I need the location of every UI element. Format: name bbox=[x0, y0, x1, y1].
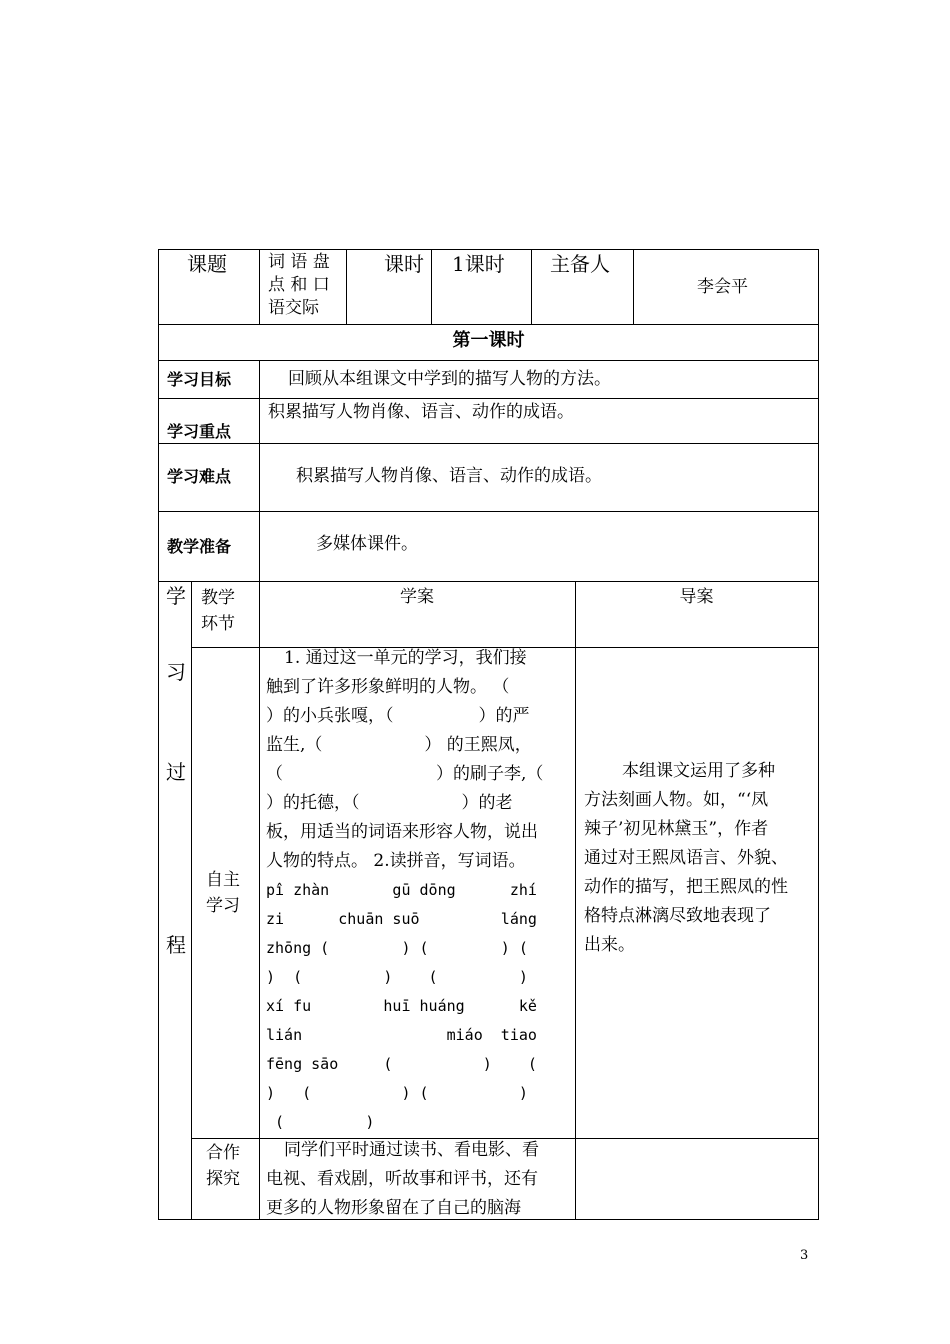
pinyin-line: ) ( ) ( ) bbox=[266, 968, 528, 986]
stage-line: 学习 bbox=[206, 896, 240, 916]
table-border-left bbox=[158, 249, 159, 1220]
table-divider bbox=[158, 581, 819, 582]
cooperation-xuean bbox=[266, 1136, 572, 1223]
stage-line: 合作 bbox=[206, 1143, 240, 1163]
period-value: 1课时 bbox=[452, 252, 505, 276]
process-side-char: 习 bbox=[166, 660, 186, 684]
xuean-line: 更多的人物形象留在了自己的脑海 bbox=[266, 1198, 521, 1218]
daoan-line: 辣子’初见林黛玉”，作者 bbox=[584, 819, 769, 839]
topic-value-line: 点 和 口 bbox=[268, 275, 330, 295]
daoan-line: 本组课文运用了多种 bbox=[622, 761, 775, 781]
process-side-char: 学 bbox=[166, 584, 186, 608]
process-side-char: 过 bbox=[166, 760, 186, 784]
stage-line: 探究 bbox=[206, 1169, 240, 1189]
xuean-line: （ ）的刷子李,（ bbox=[266, 764, 544, 784]
pinyin-line: xí fu huī huáng kě bbox=[266, 997, 537, 1015]
topic-value-line: 词 语 盘 bbox=[268, 252, 330, 272]
table-divider bbox=[346, 249, 347, 324]
daoan-line: 通过对王熙凤语言、外貌、 bbox=[584, 848, 788, 868]
page-number: 3 bbox=[800, 1248, 809, 1263]
xuean-line: 电视、看戏剧，听故事和评书，还有 bbox=[266, 1169, 538, 1189]
xuean-line: 同学们平时通过读书、看电影、看 bbox=[284, 1140, 539, 1160]
daoan-line: 出来。 bbox=[584, 935, 635, 955]
key-point-label: 学习重点 bbox=[167, 422, 232, 441]
table-border-top bbox=[158, 249, 819, 250]
pinyin-line: lián miáo tiao bbox=[266, 1026, 537, 1044]
xuean-line: ）的小兵张嘎，（ ）的严 bbox=[266, 706, 530, 726]
stage-header-line: 教学 bbox=[201, 588, 235, 608]
daoan-line: 动作的描写，把王熙凤的性 bbox=[584, 877, 788, 897]
xuean-column-header: 学案 bbox=[400, 587, 434, 607]
prep-label: 教学准备 bbox=[167, 537, 232, 556]
pinyin-line: zhōng ( ) ( ) ( bbox=[266, 939, 528, 957]
table-divider bbox=[259, 581, 260, 1219]
goal-label: 学习目标 bbox=[167, 370, 232, 389]
process-side-char: 程 bbox=[166, 933, 186, 957]
lead-value: 李会平 bbox=[697, 277, 748, 297]
stage-column-header bbox=[201, 585, 235, 637]
xuean-line: 1. 通过这一单元的学习，我们接 bbox=[284, 648, 527, 668]
topic-value-line: 语交际 bbox=[268, 298, 319, 318]
difficulty-label: 学习难点 bbox=[167, 467, 232, 486]
difficulty-value: 积累描写人物肖像、语言、动作的成语。 bbox=[296, 466, 602, 486]
xuean-line: 触到了许多形象鲜明的人物。 （ bbox=[266, 677, 510, 697]
table-border-right bbox=[818, 249, 819, 1220]
pinyin-line: ( ) bbox=[266, 1113, 375, 1131]
self-study-stage bbox=[206, 867, 240, 919]
key-point-value: 积累描写人物肖像、语言、动作的成语。 bbox=[268, 402, 574, 422]
lead-label: 主备人 bbox=[550, 252, 610, 276]
topic-value bbox=[268, 251, 330, 320]
period-label: 课时 bbox=[384, 252, 424, 276]
table-divider bbox=[259, 249, 260, 324]
daoan-line: 格特点淋漓尽致地表现了 bbox=[584, 906, 771, 926]
table-divider bbox=[191, 581, 192, 1219]
pinyin-line: zi chuān suō láng bbox=[266, 910, 537, 928]
stage-header-line: 环节 bbox=[201, 614, 235, 634]
stage-line: 自主 bbox=[206, 870, 240, 890]
pinyin-line: pî zhàn gū dōng zhí bbox=[266, 881, 537, 899]
table-divider bbox=[431, 249, 432, 324]
goal-value: 回顾从本组课文中学到的描写人物的方法。 bbox=[288, 369, 611, 389]
table-divider bbox=[259, 360, 260, 581]
xuean-line: 人物的特点。 2.读拼音，写词语。 bbox=[266, 851, 526, 871]
cooperation-stage bbox=[206, 1140, 240, 1192]
pinyin-line: ) ( ) ( ) bbox=[266, 1084, 528, 1102]
table-divider bbox=[158, 511, 819, 512]
table-divider bbox=[158, 324, 819, 325]
table-divider bbox=[158, 443, 819, 444]
self-study-daoan bbox=[584, 757, 814, 960]
topic-label: 课题 bbox=[187, 252, 227, 276]
xuean-line: 板，用适当的词语来形容人物，说出 bbox=[266, 822, 538, 842]
daoan-column-header: 导案 bbox=[679, 587, 714, 607]
section-title: 第一课时 bbox=[452, 330, 525, 351]
daoan-line: 方法刻画人物。如，“‘凤 bbox=[584, 790, 769, 810]
self-study-xuean bbox=[266, 644, 572, 1137]
table-divider bbox=[575, 581, 576, 1219]
xuean-line: 监生,（ ） 的王熙凤， bbox=[266, 735, 532, 755]
table-divider bbox=[633, 249, 634, 324]
table-divider bbox=[531, 249, 532, 324]
table-divider bbox=[158, 360, 819, 361]
pinyin-line: fēng sāo ( ) ( bbox=[266, 1055, 537, 1073]
prep-value: 多媒体课件。 bbox=[316, 534, 418, 554]
xuean-line: ）的托德，（ ）的老 bbox=[266, 793, 513, 813]
